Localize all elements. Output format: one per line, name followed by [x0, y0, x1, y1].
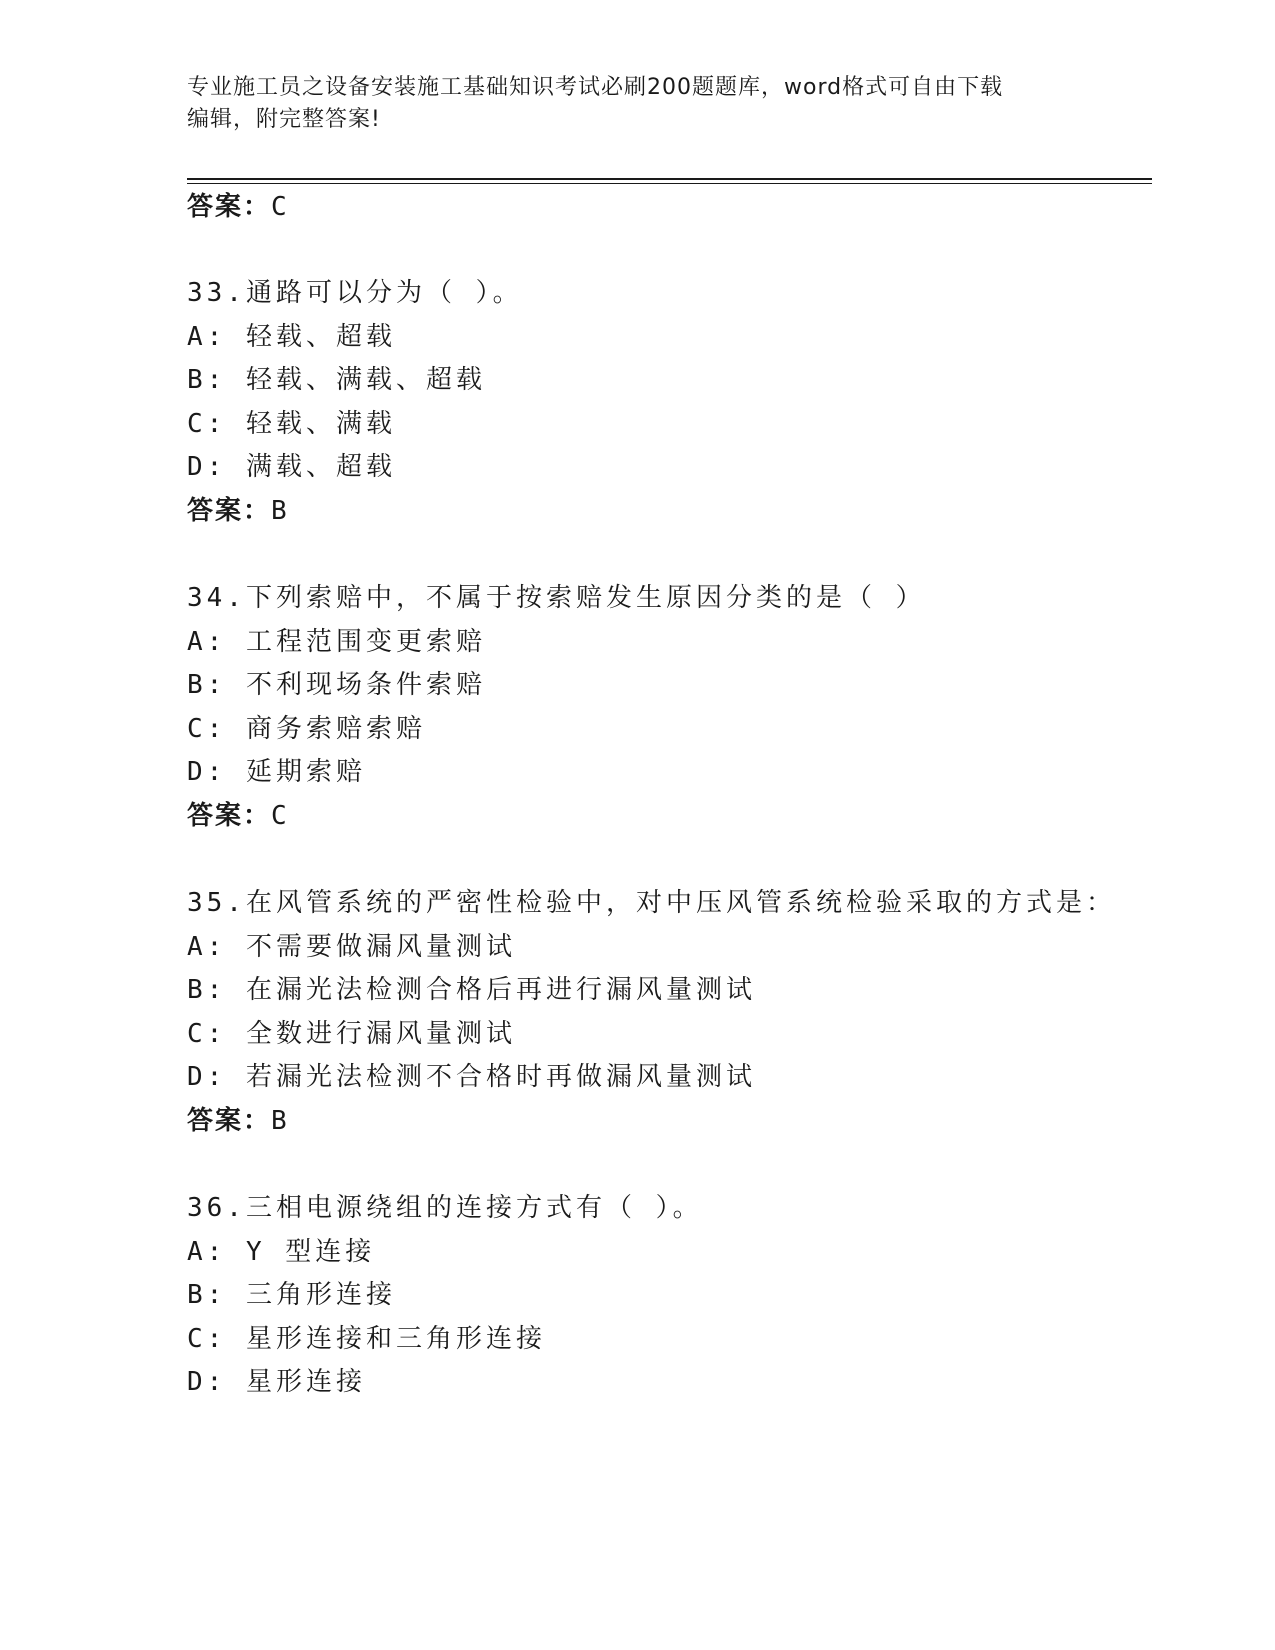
question-stem: 33.通路可以分为（ ）。	[187, 278, 523, 308]
option-a: A: 不需要做漏风量测试	[187, 932, 516, 962]
answer-label: 答案：	[187, 1106, 272, 1136]
header-rule-thin	[187, 183, 1152, 184]
header-rule-thick	[187, 178, 1152, 180]
answer-value: C	[271, 801, 289, 831]
question-stem: 34.下列索赔中，不属于按索赔发生原因分类的是（ ）	[187, 583, 926, 613]
answer-q33	[187, 490, 289, 527]
question-stem: 35.在风管系统的严密性检验中，对中压风管系统检验采取的方式是：	[187, 888, 1116, 918]
question-stem: 36.三相电源绕组的连接方式有（ ）。	[187, 1193, 703, 1223]
answer-q35	[187, 1100, 289, 1137]
header-line-1: 专业施工员之设备安装施工基础知识考试必刷200题题库，word格式可自由下载	[187, 75, 1004, 100]
option-c: C: 商务索赔索赔	[187, 714, 426, 744]
answer-value: C	[271, 192, 289, 222]
option-d: D: 满载、超载	[187, 452, 396, 482]
option-b: B: 在漏光法检测合格后再进行漏风量测试	[187, 975, 756, 1005]
option-a: A: 工程范围变更索赔	[187, 627, 486, 657]
header-line-2: 编辑，附完整答案!	[187, 107, 381, 132]
answer-q34	[187, 795, 289, 832]
answer-label: 答案：	[187, 192, 272, 222]
option-a: A: Y 型连接	[187, 1237, 376, 1267]
document-header	[187, 72, 1067, 136]
option-a: A: 轻载、超载	[187, 322, 396, 352]
answer-value: B	[271, 1106, 289, 1136]
answer-prev	[187, 186, 289, 223]
option-b: B: 不利现场条件索赔	[187, 670, 486, 700]
option-c: C: 轻载、满载	[187, 409, 396, 439]
answer-label: 答案：	[187, 496, 272, 526]
answer-value: B	[271, 496, 289, 526]
answer-label: 答案：	[187, 801, 272, 831]
option-d: D: 延期索赔	[187, 757, 366, 787]
option-c: C: 全数进行漏风量测试	[187, 1019, 516, 1049]
option-b: B: 轻载、满载、超载	[187, 365, 486, 395]
option-d: D: 若漏光法检测不合格时再做漏风量测试	[187, 1062, 756, 1092]
option-d: D: 星形连接	[187, 1367, 366, 1397]
option-c: C: 星形连接和三角形连接	[187, 1324, 546, 1354]
option-b: B: 三角形连接	[187, 1280, 396, 1310]
